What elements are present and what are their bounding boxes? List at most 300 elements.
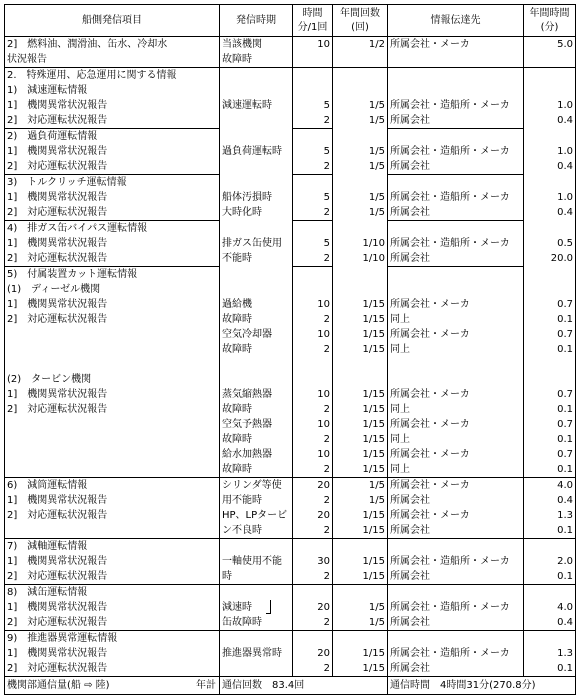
cell-dest: 所属会社・メーカ	[388, 478, 524, 494]
cell-annual: 0.1	[524, 462, 576, 478]
cell-time: 2	[293, 342, 333, 357]
cell-item: 8) 減缶運転情報	[5, 585, 220, 601]
cell-timing	[220, 129, 293, 145]
cell-dest: 所属会社・造船所・メーカ	[388, 554, 524, 569]
cell-time: 20	[293, 646, 333, 661]
cell-annual: 4.0	[524, 600, 576, 615]
cell-time: 2	[293, 432, 333, 447]
cell-item	[5, 357, 220, 372]
cell-count	[333, 267, 388, 283]
table-row	[5, 493, 576, 508]
table-row	[5, 372, 576, 387]
cell-time: 10	[293, 387, 333, 402]
cell-item	[5, 523, 220, 539]
table-row	[5, 175, 576, 191]
header-time-per: 時間 分/1回	[293, 5, 333, 37]
cell-annual: 0.7	[524, 387, 576, 402]
cell-annual: 0.4	[524, 205, 576, 221]
cell-item: 9) 推進器異常運転情報	[5, 631, 220, 647]
table-row	[5, 267, 576, 283]
cell-count: 1/15	[333, 297, 388, 312]
cell-dest	[388, 52, 524, 68]
cell-count	[333, 129, 388, 145]
cell-time: 20	[293, 600, 333, 615]
table-row	[5, 631, 576, 647]
cell-time: 20	[293, 508, 333, 523]
bracket-mark	[266, 600, 271, 614]
cell-count: 1/15	[333, 417, 388, 432]
cell-time: 5	[293, 98, 333, 113]
table-row	[5, 387, 576, 402]
cell-item: 2] 対応運転状況報告	[5, 569, 220, 585]
cell-item: 5) 付属装置カット運転情報	[5, 267, 220, 283]
cell-count: 1/5	[333, 478, 388, 494]
cell-count: 1/15	[333, 387, 388, 402]
header-timing: 発信時期	[220, 5, 293, 37]
cell-dest: 所属会社	[388, 569, 524, 585]
table-row	[5, 447, 576, 462]
table-row	[5, 221, 576, 237]
cell-timing: ン不良時	[220, 523, 293, 539]
cell-dest	[388, 175, 524, 191]
table-row	[5, 144, 576, 159]
cell-dest: 同上	[388, 342, 524, 357]
cell-timing	[220, 631, 293, 647]
cell-timing: 推進器異常時	[220, 646, 293, 661]
cell-count: 1/5	[333, 190, 388, 205]
cell-item: 2] 対応運転状況報告	[5, 508, 220, 523]
cell-item	[5, 462, 220, 478]
cell-timing: 空気冷却器	[220, 327, 293, 342]
cell-time	[293, 267, 333, 283]
cell-time: 2	[293, 251, 333, 267]
cell-time: 20	[293, 478, 333, 494]
cell-item: 1) 減速運転情報	[5, 83, 220, 98]
cell-annual	[524, 357, 576, 372]
cell-annual	[524, 372, 576, 387]
cell-dest: 所属会社・メーカ	[388, 297, 524, 312]
cell-dest	[388, 129, 524, 145]
cell-time: 2	[293, 523, 333, 539]
cell-dest	[388, 83, 524, 98]
cell-item: 2] 対応運転状況報告	[5, 251, 220, 267]
table-row	[5, 113, 576, 129]
table-row	[5, 297, 576, 312]
cell-annual: 5.0	[524, 37, 576, 53]
cell-annual: 0.4	[524, 113, 576, 129]
cell-timing: 空気予熱器	[220, 417, 293, 432]
cell-annual: 20.0	[524, 251, 576, 267]
cell-annual: 0.4	[524, 493, 576, 508]
header-row	[5, 5, 576, 37]
cell-count	[333, 221, 388, 237]
header-dest: 情報伝達先	[388, 5, 524, 37]
cell-annual: 0.7	[524, 297, 576, 312]
cell-dest: 所属会社	[388, 205, 524, 221]
cell-timing: 故障時	[220, 312, 293, 327]
cell-item	[5, 432, 220, 447]
cell-annual	[524, 267, 576, 283]
cell-annual: 0.7	[524, 417, 576, 432]
cell-timing: 一軸使用不能	[220, 554, 293, 569]
table-row	[5, 236, 576, 251]
cell-count: 1/5	[333, 600, 388, 615]
cell-item: 2] 対応運転状況報告	[5, 113, 220, 129]
cell-count: 1/15	[333, 312, 388, 327]
cell-count	[333, 83, 388, 98]
communication-table	[4, 4, 576, 695]
cell-count: 1/5	[333, 615, 388, 631]
cell-item	[5, 327, 220, 342]
cell-timing: 故障時	[220, 432, 293, 447]
cell-dest: 所属会社	[388, 113, 524, 129]
cell-item: 2] 対応運転状況報告	[5, 159, 220, 175]
cell-item: 状況報告	[5, 52, 220, 68]
cell-dest: 同上	[388, 462, 524, 478]
cell-annual: 1.0	[524, 144, 576, 159]
table-row	[5, 282, 576, 297]
table-row	[5, 646, 576, 661]
table-row	[5, 402, 576, 417]
cell-timing	[220, 372, 293, 387]
cell-annual: 1.0	[524, 190, 576, 205]
cell-dest: 同上	[388, 402, 524, 417]
cell-time: 2	[293, 661, 333, 677]
cell-annual	[524, 83, 576, 98]
cell-count: 1/15	[333, 447, 388, 462]
cell-annual: 4.0	[524, 478, 576, 494]
cell-count: 1/15	[333, 462, 388, 478]
table-row	[5, 478, 576, 494]
cell-timing	[220, 68, 293, 84]
cell-timing	[220, 357, 293, 372]
footer-label: 機関部通信量(船 ⇨ 陸)	[7, 680, 110, 691]
cell-timing: 缶故障時	[220, 615, 293, 631]
cell-time	[293, 357, 333, 372]
cell-annual: 1.0	[524, 98, 576, 113]
cell-annual	[524, 175, 576, 191]
cell-item: 1] 機関異常状況報告	[5, 554, 220, 569]
cell-timing: 過負荷運転時	[220, 144, 293, 159]
cell-count: 1/15	[333, 569, 388, 585]
table-row	[5, 83, 576, 98]
cell-item: 2] 対応運転状況報告	[5, 402, 220, 417]
cell-timing: 故障時	[220, 52, 293, 68]
cell-time: 2	[293, 615, 333, 631]
cell-time: 5	[293, 190, 333, 205]
table-row	[5, 661, 576, 677]
cell-time: 10	[293, 327, 333, 342]
table-row	[5, 98, 576, 113]
table-row	[5, 569, 576, 585]
cell-count: 1/15	[333, 523, 388, 539]
cell-count: 1/10	[333, 251, 388, 267]
cell-item: (1) ディーゼル機関	[5, 282, 220, 297]
table-row	[5, 554, 576, 569]
cell-time	[293, 129, 333, 145]
cell-timing: 時	[220, 569, 293, 585]
table-row	[5, 327, 576, 342]
cell-dest: 所属会社	[388, 523, 524, 539]
cell-count: 1/10	[333, 236, 388, 251]
cell-item: 1] 機関異常状況報告	[5, 144, 220, 159]
cell-timing	[220, 585, 293, 601]
cell-dest: 所属会社・メーカ	[388, 447, 524, 462]
cell-dest: 所属会社	[388, 615, 524, 631]
table-row	[5, 508, 576, 523]
cell-timing: 当該機関	[220, 37, 293, 53]
cell-dest: 所属会社・メーカ	[388, 327, 524, 342]
table-row	[5, 159, 576, 175]
cell-item: 2) 過負荷運転情報	[5, 129, 220, 145]
table-row	[5, 539, 576, 555]
cell-count	[333, 357, 388, 372]
cell-item: 1] 機関異常状況報告	[5, 600, 220, 615]
cell-annual: 0.7	[524, 327, 576, 342]
cell-annual	[524, 631, 576, 647]
table-row	[5, 432, 576, 447]
cell-annual: 0.1	[524, 402, 576, 417]
cell-time	[293, 585, 333, 601]
cell-count: 1/2	[333, 37, 388, 53]
cell-time: 10	[293, 297, 333, 312]
cell-count	[333, 282, 388, 297]
cell-dest: 所属会社・造船所・メーカ	[388, 144, 524, 159]
cell-dest	[388, 267, 524, 283]
cell-count	[333, 68, 388, 84]
table-row	[5, 615, 576, 631]
cell-timing: HP、LPタービ	[220, 508, 293, 523]
table-row	[5, 129, 576, 145]
cell-time	[293, 631, 333, 647]
cell-time	[293, 221, 333, 237]
cell-dest: 所属会社・造船所・メーカ	[388, 190, 524, 205]
cell-dest: 所属会社・造船所・メーカ	[388, 600, 524, 615]
cell-time: 2	[293, 569, 333, 585]
cell-item: 1] 機関異常状況報告	[5, 646, 220, 661]
cell-time: 5	[293, 144, 333, 159]
cell-item: 2] 燃料油、潤滑油、缶水、冷却水	[5, 37, 220, 53]
cell-timing	[220, 113, 293, 129]
cell-annual: 0.1	[524, 569, 576, 585]
cell-count: 1/5	[333, 159, 388, 175]
cell-annual	[524, 52, 576, 68]
cell-dest: 所属会社	[388, 251, 524, 267]
cell-timing	[220, 159, 293, 175]
header-count: 年間回数 (回)	[333, 5, 388, 37]
cell-count: 1/15	[333, 342, 388, 357]
cell-timing: 用不能時	[220, 493, 293, 508]
cell-count	[333, 372, 388, 387]
cell-count: 1/5	[333, 113, 388, 129]
cell-item: 2. 特殊運用、応急運用に関する情報	[5, 68, 220, 84]
cell-timing: 過給機	[220, 297, 293, 312]
cell-item: 2] 対応運転状況報告	[5, 205, 220, 221]
cell-time: 2	[293, 493, 333, 508]
cell-time: 10	[293, 417, 333, 432]
cell-count	[333, 631, 388, 647]
cell-time: 2	[293, 462, 333, 478]
cell-annual: 0.5	[524, 236, 576, 251]
cell-item: 7) 減軸運転情報	[5, 539, 220, 555]
cell-time	[293, 175, 333, 191]
cell-dest: 同上	[388, 312, 524, 327]
cell-annual: 0.1	[524, 523, 576, 539]
cell-annual: 1.3	[524, 646, 576, 661]
cell-dest: 所属会社・造船所・メーカ	[388, 98, 524, 113]
cell-count: 1/5	[333, 98, 388, 113]
cell-count: 1/15	[333, 508, 388, 523]
cell-annual: 0.4	[524, 615, 576, 631]
cell-time: 2	[293, 402, 333, 417]
cell-timing: 減速運転時	[220, 98, 293, 113]
cell-time: 2	[293, 312, 333, 327]
cell-item: 1] 機関異常状況報告	[5, 387, 220, 402]
cell-annual	[524, 68, 576, 84]
footer-count: 通信回数 83.4回	[220, 677, 388, 695]
cell-dest: 所属会社・メーカ	[388, 387, 524, 402]
table-row	[5, 205, 576, 221]
cell-item: 2] 対応運転状況報告	[5, 661, 220, 677]
cell-count: 1/15	[333, 402, 388, 417]
cell-item: 6) 減筒運転情報	[5, 478, 220, 494]
cell-time	[293, 539, 333, 555]
footer-time: 通信時間 4時間31分(270.8分)	[388, 677, 576, 695]
cell-count: 1/15	[333, 646, 388, 661]
cell-timing	[220, 539, 293, 555]
cell-timing: 減速時	[220, 600, 293, 615]
cell-dest: 所属会社・造船所・メーカ	[388, 236, 524, 251]
cell-item: 2] 対応運転状況報告	[5, 615, 220, 631]
cell-timing: 大時化時	[220, 205, 293, 221]
cell-annual	[524, 129, 576, 145]
cell-dest	[388, 68, 524, 84]
header-annual: 年間時間 (分)	[524, 5, 576, 37]
cell-time	[293, 83, 333, 98]
cell-dest	[388, 539, 524, 555]
cell-item: 1] 機関異常状況報告	[5, 493, 220, 508]
cell-time	[293, 372, 333, 387]
cell-time: 10	[293, 37, 333, 53]
cell-item: 1] 機関異常状況報告	[5, 190, 220, 205]
cell-time: 2	[293, 205, 333, 221]
cell-time	[293, 68, 333, 84]
cell-timing	[220, 221, 293, 237]
cell-time: 2	[293, 113, 333, 129]
cell-dest: 所属会社・メーカ	[388, 37, 524, 53]
cell-item: 2] 対応運転状況報告	[5, 312, 220, 327]
cell-annual: 0.1	[524, 432, 576, 447]
cell-annual	[524, 221, 576, 237]
cell-annual: 0.4	[524, 159, 576, 175]
cell-item	[5, 447, 220, 462]
table-row	[5, 52, 576, 68]
cell-timing	[220, 83, 293, 98]
cell-dest: 所属会社・メーカ	[388, 417, 524, 432]
cell-count: 1/15	[333, 554, 388, 569]
cell-time	[293, 282, 333, 297]
cell-item: 1] 機関異常状況報告	[5, 98, 220, 113]
table-row	[5, 462, 576, 478]
cell-time	[293, 52, 333, 68]
cell-time: 5	[293, 236, 333, 251]
table-row	[5, 68, 576, 84]
cell-timing: 不能時	[220, 251, 293, 267]
cell-annual: 0.7	[524, 447, 576, 462]
cell-item	[5, 342, 220, 357]
cell-item: 1] 機関異常状況報告	[5, 297, 220, 312]
cell-dest	[388, 372, 524, 387]
cell-timing: 故障時	[220, 462, 293, 478]
cell-dest	[388, 282, 524, 297]
cell-timing	[220, 267, 293, 283]
cell-dest: 所属会社・造船所・メーカ	[388, 646, 524, 661]
cell-count: 1/15	[333, 327, 388, 342]
footer-yearly: 年計	[196, 680, 216, 691]
cell-time: 30	[293, 554, 333, 569]
cell-count: 1/15	[333, 661, 388, 677]
table-row	[5, 342, 576, 357]
cell-item: 3) トルクリッチ運転情報	[5, 175, 220, 191]
cell-timing: 排ガス缶使用	[220, 236, 293, 251]
cell-annual	[524, 539, 576, 555]
cell-timing	[220, 282, 293, 297]
header-item: 船側発信項目	[5, 5, 220, 37]
cell-timing: シリンダ等使	[220, 478, 293, 494]
cell-time: 10	[293, 447, 333, 462]
table-row	[5, 585, 576, 601]
cell-annual: 0.1	[524, 661, 576, 677]
cell-count	[333, 175, 388, 191]
table-row	[5, 251, 576, 267]
cell-dest	[388, 631, 524, 647]
cell-annual	[524, 282, 576, 297]
cell-dest: 所属会社	[388, 159, 524, 175]
cell-timing: 蒸気縮熱器	[220, 387, 293, 402]
cell-dest: 所属会社	[388, 493, 524, 508]
table-row	[5, 417, 576, 432]
cell-annual: 0.1	[524, 312, 576, 327]
table-row	[5, 190, 576, 205]
cell-annual	[524, 585, 576, 601]
cell-annual: 0.1	[524, 342, 576, 357]
cell-count	[333, 52, 388, 68]
cell-dest	[388, 357, 524, 372]
cell-item: 1] 機関異常状況報告	[5, 236, 220, 251]
cell-dest: 所属会社・メーカ	[388, 508, 524, 523]
cell-timing: 故障時	[220, 342, 293, 357]
cell-dest	[388, 221, 524, 237]
cell-count	[333, 539, 388, 555]
table-row	[5, 357, 576, 372]
cell-dest: 所属会社	[388, 661, 524, 677]
table-row	[5, 37, 576, 53]
cell-timing: 船体汚損時	[220, 190, 293, 205]
cell-count: 1/5	[333, 144, 388, 159]
cell-timing	[220, 175, 293, 191]
cell-timing	[220, 661, 293, 677]
cell-item: 4) 排ガス缶バイパス運転情報	[5, 221, 220, 237]
cell-count: 1/5	[333, 205, 388, 221]
cell-time: 2	[293, 159, 333, 175]
cell-dest: 同上	[388, 432, 524, 447]
cell-timing: 故障時	[220, 402, 293, 417]
cell-count	[333, 585, 388, 601]
cell-count: 1/15	[333, 432, 388, 447]
cell-annual: 1.3	[524, 508, 576, 523]
table-row	[5, 600, 576, 615]
cell-dest	[388, 585, 524, 601]
